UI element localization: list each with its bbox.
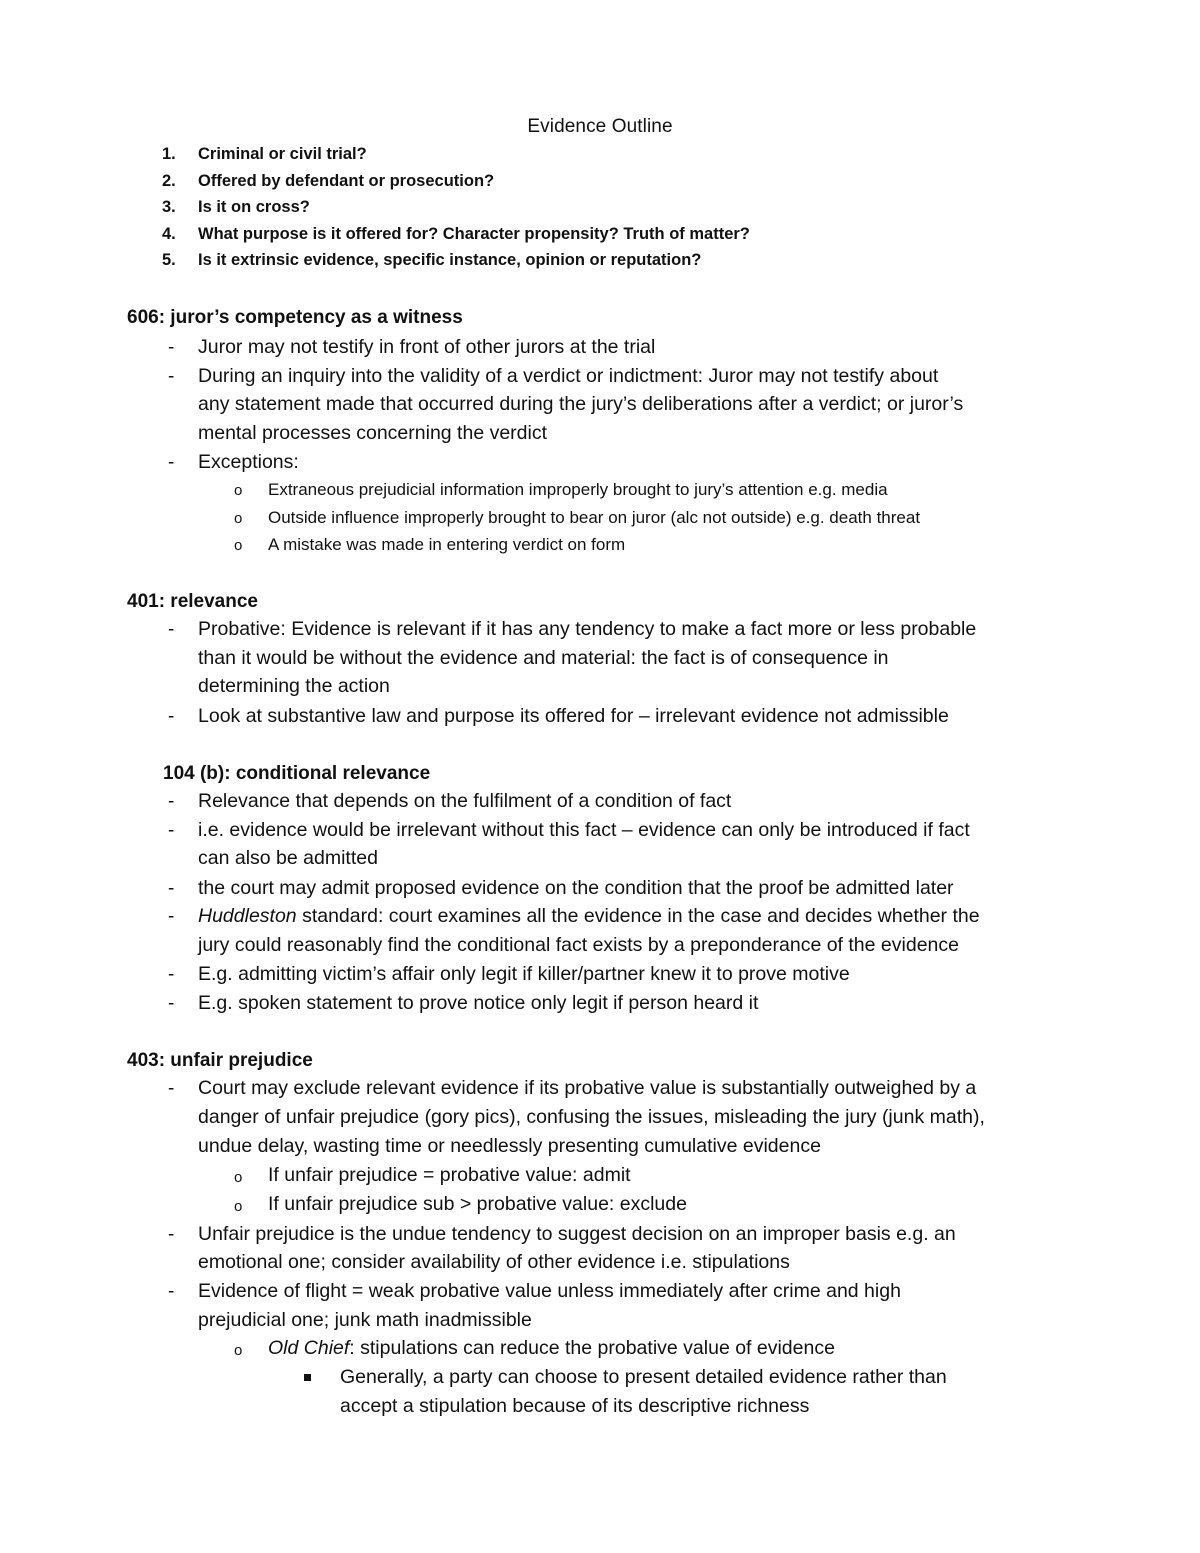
bullet-text: Unfair prejudice is the undue tendency to suggest decision on an improper basis e.g. an <box>198 1223 956 1245</box>
dash-bullet: - <box>168 791 175 812</box>
question-number: 5. <box>162 251 176 269</box>
sub-bullet-text: If unfair prejudice = probative value: admit <box>268 1164 631 1186</box>
section-heading-606: 606: juror’s competency as a witness <box>127 307 463 328</box>
question-item <box>162 145 750 172</box>
sub-bullet-text: Extraneous prejudicial information improperly brought to jury’s attention e.g. media <box>268 480 888 499</box>
section-heading-104b: 104 (b): conditional relevance <box>163 763 431 784</box>
question-item <box>162 251 750 278</box>
bullet-text-rest: standard: court examines all the evidence in the case and decides whether the <box>296 905 980 927</box>
circle-bullet-icon: o <box>234 510 243 527</box>
dash-bullet: - <box>168 820 175 841</box>
question-text: Criminal or civil trial? <box>198 145 367 163</box>
question-item <box>162 225 750 252</box>
case-name: Huddleston <box>198 905 297 927</box>
question-number: 1. <box>162 145 176 163</box>
square-bullet-icon <box>304 1374 311 1381</box>
bullet-text: During an inquiry into the validity of a verdict or indictment: Juror may not testify about <box>198 365 939 387</box>
bullet-text: Juror may not testify in front of other jurors at the trial <box>198 336 656 358</box>
bullet-text: prejudicial one; junk math inadmissible <box>198 1309 532 1331</box>
bullet-text: Relevance that depends on the fulfilment of a condition of fact <box>198 790 732 812</box>
dash-bullet: - <box>168 337 175 358</box>
circle-bullet-icon: o <box>234 1198 243 1215</box>
dash-bullet: - <box>168 1078 175 1099</box>
bullet-text: than it would be without the evidence and material: the fact is of consequence in <box>198 647 889 669</box>
dash-bullet: - <box>168 1281 175 1302</box>
bullet-text: Exceptions: <box>198 451 299 473</box>
circle-bullet-icon: o <box>234 537 243 554</box>
sub-bullet-text: A mistake was made in entering verdict on form <box>268 535 626 554</box>
bullet-text: Look at substantive law and purpose its offered for – irrelevant evidence not admissible <box>198 705 949 727</box>
sub-bullet-text: If unfair prejudice sub > probative value: exclude <box>268 1193 687 1215</box>
question-text: Is it on cross? <box>198 198 310 216</box>
question-item <box>162 198 750 225</box>
section-heading-401: 401: relevance <box>127 591 258 612</box>
bullet-text: Court may exclude relevant evidence if its probative value is substantially outweighed by a <box>198 1077 977 1099</box>
bullet-text: mental processes concerning the verdict <box>198 422 548 444</box>
question-text: What purpose is it offered for? Character propensity? Truth of matter? <box>198 224 750 243</box>
bullet-text: can also be admitted <box>198 847 378 869</box>
bullet-text: Evidence of flight = weak probative value unless immediately after crime and high <box>198 1280 901 1302</box>
dash-bullet: - <box>168 452 175 473</box>
sub-bullet-text-rest: : stipulations can reduce the probative value of evidence <box>349 1337 835 1359</box>
bullet-text: emotional one; consider availability of other evidence i.e. stipulations <box>198 1251 790 1273</box>
dash-bullet: - <box>168 964 175 985</box>
bullet-text: E.g. admitting victim’s affair only legit if killer/partner knew it to prove motive <box>198 963 850 985</box>
question-number: 2. <box>162 171 176 190</box>
bullet-text: determining the action <box>198 675 390 697</box>
circle-bullet-icon: o <box>234 1169 243 1186</box>
bullet-text: Probative: Evidence is relevant if it has any tendency to make a fact more or less probable <box>198 618 977 640</box>
circle-bullet-icon: o <box>234 482 243 499</box>
dash-bullet: - <box>168 366 175 387</box>
circle-bullet-icon: o <box>234 1342 243 1359</box>
bullet-text: danger of unfair prejudice (gory pics), confusing the issues, misleading the jury (junk math), <box>198 1106 985 1128</box>
sub-bullet-text <box>268 1339 835 1359</box>
dash-bullet: - <box>168 1224 175 1245</box>
bullet-text <box>198 907 980 927</box>
dash-bullet: - <box>168 993 175 1014</box>
questions-list <box>162 145 750 278</box>
bullet-text: undue delay, wasting time or needlessly presenting cumulative evidence <box>198 1135 821 1157</box>
sub-sub-bullet-text: Generally, a party can choose to present detailed evidence rather than <box>340 1366 947 1388</box>
dash-bullet: - <box>168 706 175 727</box>
section-heading-403: 403: unfair prejudice <box>127 1050 313 1071</box>
question-number: 4. <box>162 224 176 243</box>
bullet-text: jury could reasonably find the conditional fact exists by a preponderance of the evidence <box>198 934 959 956</box>
sub-bullet-text: Outside influence improperly brought to bear on juror (alc not outside) e.g. death threat <box>268 508 921 527</box>
bullet-text: E.g. spoken statement to prove notice only legit if person heard it <box>198 992 759 1014</box>
bullet-text: any statement made that occurred during the jury’s deliberations after a verdict; or juror’s <box>198 393 964 415</box>
dash-bullet: - <box>168 906 175 927</box>
bullet-text: i.e. evidence would be irrelevant without this fact – evidence can only be introduced if fact <box>198 819 970 841</box>
question-text: Is it extrinsic evidence, specific instance, opinion or reputation? <box>198 251 702 269</box>
dash-bullet: - <box>168 619 175 640</box>
question-text: Offered by defendant or prosecution? <box>198 171 495 190</box>
case-name: Old Chief <box>268 1337 350 1359</box>
dash-bullet: - <box>168 878 175 899</box>
sub-sub-bullet-text: accept a stipulation because of its descriptive richness <box>340 1395 810 1417</box>
bullet-text: the court may admit proposed evidence on the condition that the proof be admitted later <box>198 877 954 899</box>
question-number: 3. <box>162 198 176 216</box>
document-title: Evidence Outline <box>527 116 673 137</box>
question-item <box>162 172 750 199</box>
